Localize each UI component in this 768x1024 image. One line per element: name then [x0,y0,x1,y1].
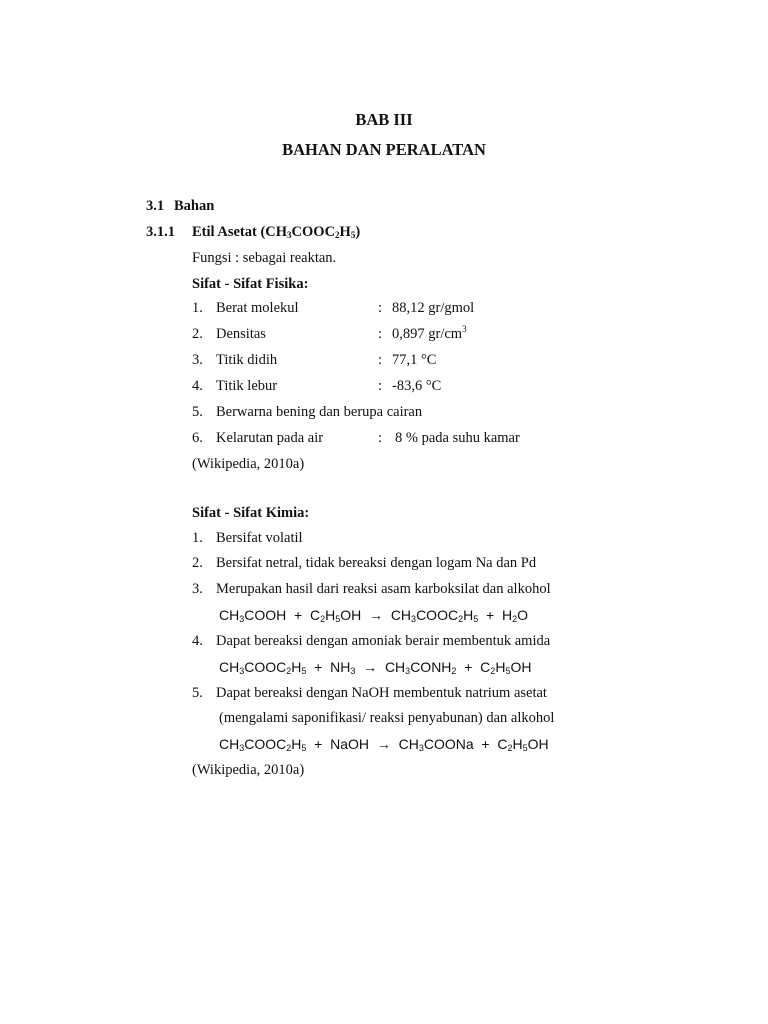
kimia-source: (Wikipedia, 2010a) [192,762,305,778]
fisika-source: (Wikipedia, 2010a) [192,456,305,472]
subsection-title: Etil Asetat $(CH_3COOC_2H_5)$ [192,224,361,240]
equation-saponification: $CH_3COOC_2H_5$ + NaOH → $CH_3COONa + C_2H_5OH$ [219,736,549,753]
section-number: 3.1 [146,198,165,214]
kimia-heading: Sifat - Sifat Kimia: [192,505,310,521]
fungsi-text: Fungsi : sebagai reaktan. [192,250,337,266]
equation-esterification: $CH_3COOH + C_2H_5OH$ → $CH_3COOC_2H_5 + H_2O$ [219,607,528,624]
equation-amide: $CH_3COOC_2H_5 + NH_3$ → $CH_3CONH_2 + C_2H_5OH$ [219,659,532,676]
subsection-number: 3.1.1 [146,224,175,240]
chapter-number: BAB III [355,110,413,129]
fisika-heading: Sifat - Sifat Fisika: [192,276,309,292]
section-title: Bahan [174,198,215,214]
chapter-title: BAHAN DAN PERALATAN [282,140,486,159]
